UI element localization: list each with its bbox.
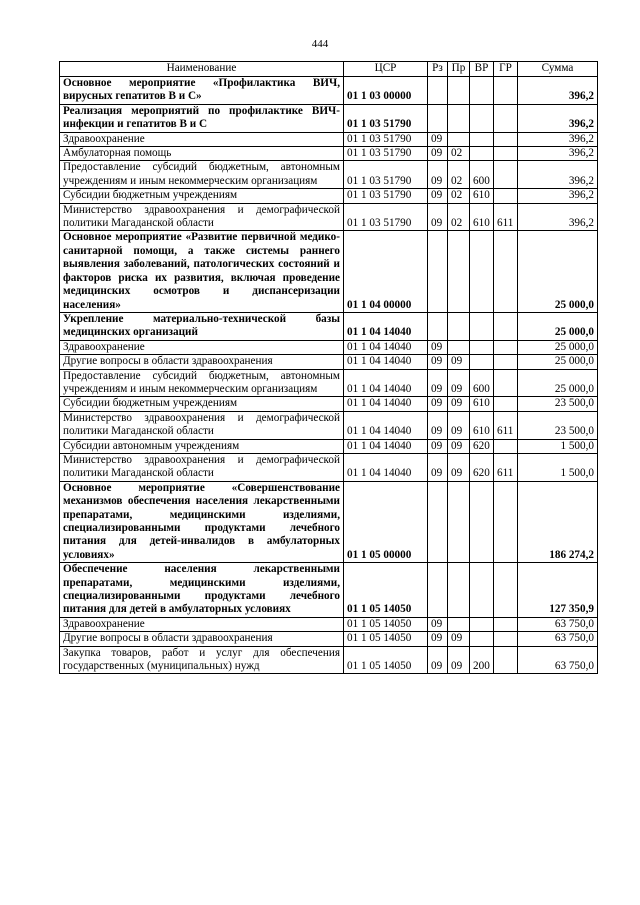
row-csr: 01 1 04 14040 — [344, 397, 428, 411]
row-csr: 01 1 03 51790 — [344, 104, 428, 132]
row-gr — [494, 617, 518, 631]
row-csr: 01 1 04 14040 — [344, 355, 428, 369]
row-vr — [470, 617, 494, 631]
table-row — [60, 369, 598, 397]
row-rz — [428, 563, 448, 618]
row-rz: 09 — [428, 646, 448, 674]
row-rz: 09 — [428, 411, 448, 439]
row-name: Амбулаторная помощь — [60, 147, 344, 161]
row-vr — [470, 340, 494, 354]
row-pr: 02 — [448, 203, 470, 231]
row-sum: 25 000,0 — [518, 231, 598, 312]
table-row — [60, 161, 598, 189]
row-sum: 396,2 — [518, 77, 598, 105]
row-gr — [494, 632, 518, 646]
table-row — [60, 189, 598, 203]
row-sum: 63 750,0 — [518, 646, 598, 674]
row-name: Укрепление материально-технической базы медицинских организаций — [60, 312, 344, 340]
row-rz: 09 — [428, 439, 448, 453]
row-vr — [470, 563, 494, 618]
table-row — [60, 439, 598, 453]
row-name: Основное мероприятие «Профилактика ВИЧ, вирусных гепатитов В и С» — [60, 77, 344, 105]
row-name: Субсидии бюджетным учреждениям — [60, 397, 344, 411]
row-rz: 09 — [428, 340, 448, 354]
row-rz: 09 — [428, 632, 448, 646]
row-rz — [428, 104, 448, 132]
row-name: Субсидии автономным учреждениям — [60, 439, 344, 453]
table-row — [60, 646, 598, 674]
row-sum: 63 750,0 — [518, 632, 598, 646]
row-vr — [470, 104, 494, 132]
row-vr — [470, 632, 494, 646]
table-row — [60, 453, 598, 481]
row-csr: 01 1 05 14050 — [344, 617, 428, 631]
row-sum: 23 500,0 — [518, 397, 598, 411]
row-vr: 610 — [470, 203, 494, 231]
row-pr: 09 — [448, 355, 470, 369]
row-vr: 610 — [470, 189, 494, 203]
row-csr: 01 1 04 14040 — [344, 439, 428, 453]
table-row — [60, 340, 598, 354]
table-row — [60, 104, 598, 132]
row-vr — [470, 231, 494, 312]
row-rz: 09 — [428, 355, 448, 369]
row-vr: 610 — [470, 411, 494, 439]
row-pr: 09 — [448, 646, 470, 674]
row-vr: 620 — [470, 453, 494, 481]
table-row — [60, 481, 598, 562]
row-csr: 01 1 03 51790 — [344, 189, 428, 203]
column-header-csr: ЦСР — [344, 62, 428, 77]
row-csr: 01 1 04 14040 — [344, 453, 428, 481]
row-csr: 01 1 05 14050 — [344, 632, 428, 646]
row-name: Основное мероприятие «Совершенствование механизмов обеспечения населения лекарственными препаратами, медицинскими изделиями, специализированными продуктами лечебного питания для детей-инвалидов в амбулаторных условиях» — [60, 481, 344, 562]
row-csr: 01 1 04 14040 — [344, 312, 428, 340]
table-row — [60, 132, 598, 146]
row-name: Другие вопросы в области здравоохранения — [60, 355, 344, 369]
page-number: 444 — [311, 38, 329, 50]
row-sum: 396,2 — [518, 132, 598, 146]
row-pr — [448, 563, 470, 618]
row-sum: 127 350,9 — [518, 563, 598, 618]
row-gr — [494, 369, 518, 397]
row-pr: 09 — [448, 411, 470, 439]
row-rz — [428, 481, 448, 562]
row-vr — [470, 147, 494, 161]
row-gr — [494, 397, 518, 411]
table-row — [60, 203, 598, 231]
table-header-row — [60, 62, 598, 77]
budget-table — [59, 61, 598, 674]
row-name: Закупка товаров, работ и услуг для обеспечения государственных (муниципальных) нужд — [60, 646, 344, 674]
row-pr: 02 — [448, 189, 470, 203]
row-sum: 63 750,0 — [518, 617, 598, 631]
row-gr — [494, 355, 518, 369]
row-rz: 09 — [428, 453, 448, 481]
row-gr — [494, 104, 518, 132]
row-rz — [428, 231, 448, 312]
row-name: Реализация мероприятий по профилактике ВИЧ-инфекции и гепатитов В и С — [60, 104, 344, 132]
row-name: Другие вопросы в области здравоохранения — [60, 632, 344, 646]
row-gr — [494, 340, 518, 354]
row-name: Основное мероприятие «Развитие первичной медико-санитарной помощи, а также системы раннего выявления заболеваний, патологических состояний и факторов риска их развития, включая проведение медицинских осмотров и диспансеризации населения» — [60, 231, 344, 312]
row-rz: 09 — [428, 147, 448, 161]
row-gr — [494, 481, 518, 562]
table-row — [60, 411, 598, 439]
row-csr: 01 1 05 14050 — [344, 646, 428, 674]
table-row — [60, 312, 598, 340]
row-rz: 09 — [428, 397, 448, 411]
row-pr: 09 — [448, 397, 470, 411]
row-sum: 396,2 — [518, 189, 598, 203]
row-csr: 01 1 04 00000 — [344, 231, 428, 312]
row-rz: 09 — [428, 189, 448, 203]
row-csr: 01 1 03 51790 — [344, 147, 428, 161]
row-pr: 09 — [448, 369, 470, 397]
row-name: Предоставление субсидий бюджетным, автономным учреждениям и иным некоммерческим организациям — [60, 161, 344, 189]
row-pr: 02 — [448, 161, 470, 189]
row-csr: 01 1 03 00000 — [344, 77, 428, 105]
row-name: Здравоохранение — [60, 132, 344, 146]
row-sum: 25 000,0 — [518, 355, 598, 369]
row-name: Здравоохранение — [60, 340, 344, 354]
row-sum: 396,2 — [518, 147, 598, 161]
row-pr — [448, 77, 470, 105]
table-row — [60, 397, 598, 411]
row-name: Предоставление субсидий бюджетным, автономным учреждениям и иным некоммерческим организациям — [60, 369, 344, 397]
row-pr: 02 — [448, 147, 470, 161]
row-sum: 25 000,0 — [518, 369, 598, 397]
row-rz — [428, 312, 448, 340]
row-pr: 09 — [448, 453, 470, 481]
row-pr — [448, 231, 470, 312]
row-csr: 01 1 04 14040 — [344, 340, 428, 354]
column-header-pr: Пр — [448, 62, 470, 77]
column-header-rz: Рз — [428, 62, 448, 77]
row-gr — [494, 77, 518, 105]
row-sum: 396,2 — [518, 104, 598, 132]
row-gr — [494, 231, 518, 312]
table-row — [60, 147, 598, 161]
row-rz: 09 — [428, 161, 448, 189]
row-csr: 01 1 05 14050 — [344, 563, 428, 618]
row-gr: 611 — [494, 411, 518, 439]
row-gr — [494, 312, 518, 340]
row-vr — [470, 312, 494, 340]
row-gr: 611 — [494, 453, 518, 481]
row-vr: 610 — [470, 397, 494, 411]
row-vr — [470, 77, 494, 105]
table-row — [60, 617, 598, 631]
row-rz: 09 — [428, 369, 448, 397]
row-vr — [470, 355, 494, 369]
row-csr: 01 1 03 51790 — [344, 203, 428, 231]
row-csr: 01 1 03 51790 — [344, 161, 428, 189]
row-sum: 25 000,0 — [518, 340, 598, 354]
row-sum: 396,2 — [518, 161, 598, 189]
table-row — [60, 632, 598, 646]
row-name: Субсидии бюджетным учреждениям — [60, 189, 344, 203]
row-name: Здравоохранение — [60, 617, 344, 631]
row-sum: 1 500,0 — [518, 453, 598, 481]
row-csr: 01 1 03 51790 — [344, 132, 428, 146]
row-gr: 611 — [494, 203, 518, 231]
row-gr — [494, 161, 518, 189]
row-vr: 600 — [470, 161, 494, 189]
row-gr — [494, 439, 518, 453]
row-sum: 396,2 — [518, 203, 598, 231]
row-gr — [494, 189, 518, 203]
column-header-vr: ВР — [470, 62, 494, 77]
column-header-gr: ГР — [494, 62, 518, 77]
table-row — [60, 355, 598, 369]
row-sum: 23 500,0 — [518, 411, 598, 439]
row-pr: 09 — [448, 632, 470, 646]
row-pr — [448, 340, 470, 354]
row-name: Министерство здравоохранения и демографической политики Магаданской области — [60, 453, 344, 481]
row-pr — [448, 312, 470, 340]
row-name: Обеспечение населения лекарственными препаратами, медицинскими изделиями, специализированными продуктами лечебного питания для детей в амбулаторных условиях — [60, 563, 344, 618]
row-pr: 09 — [448, 439, 470, 453]
table-row — [60, 563, 598, 618]
column-header-sum: Сумма — [518, 62, 598, 77]
table-row — [60, 77, 598, 105]
row-sum: 186 274,2 — [518, 481, 598, 562]
row-pr — [448, 104, 470, 132]
row-rz: 09 — [428, 617, 448, 631]
row-vr — [470, 481, 494, 562]
row-rz: 09 — [428, 132, 448, 146]
row-pr — [448, 617, 470, 631]
row-csr: 01 1 04 14040 — [344, 369, 428, 397]
row-rz — [428, 77, 448, 105]
row-vr: 200 — [470, 646, 494, 674]
row-vr: 620 — [470, 439, 494, 453]
row-csr: 01 1 05 00000 — [344, 481, 428, 562]
row-gr — [494, 646, 518, 674]
row-sum: 1 500,0 — [518, 439, 598, 453]
row-sum: 25 000,0 — [518, 312, 598, 340]
row-rz: 09 — [428, 203, 448, 231]
row-pr — [448, 132, 470, 146]
row-vr — [470, 132, 494, 146]
row-name: Министерство здравоохранения и демографической политики Магаданской области — [60, 411, 344, 439]
row-vr: 600 — [470, 369, 494, 397]
row-gr — [494, 147, 518, 161]
row-csr: 01 1 04 14040 — [344, 411, 428, 439]
row-pr — [448, 481, 470, 562]
row-gr — [494, 563, 518, 618]
table-body — [60, 77, 598, 674]
row-gr — [494, 132, 518, 146]
row-name: Министерство здравоохранения и демографической политики Магаданской области — [60, 203, 344, 231]
column-header-name: Наименование — [60, 62, 344, 77]
table-row — [60, 231, 598, 312]
